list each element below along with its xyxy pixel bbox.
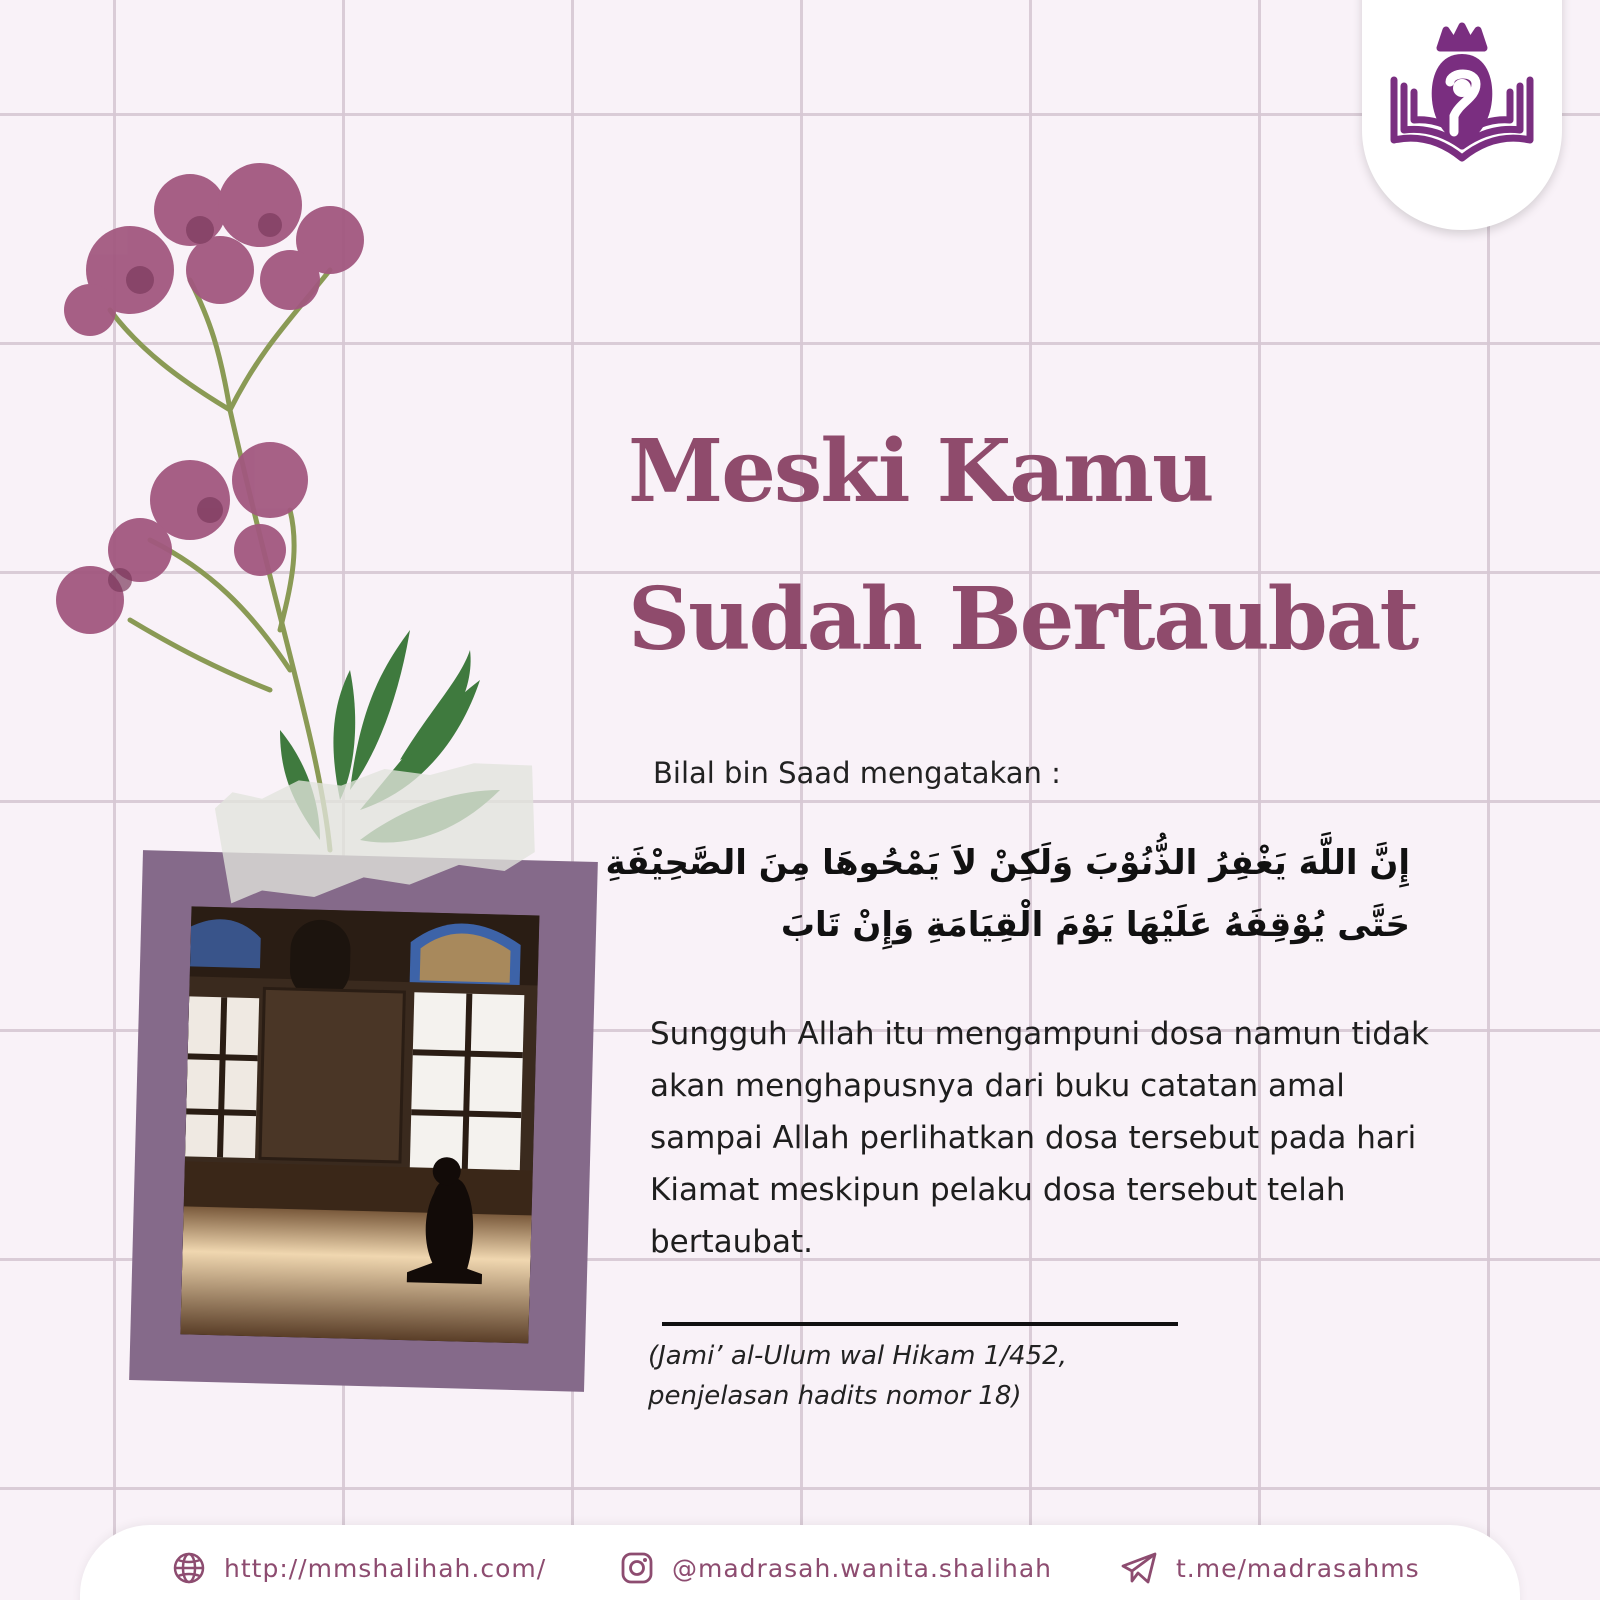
mosque-prayer-illustration (180, 906, 539, 1343)
source-line-1: (Jami’ al-Ulum wal Hikam 1/452, (648, 1341, 1067, 1371)
translation-text: Sungguh Allah itu mengampuni dosa namun tidak akan menghapusnya dari buku catatan amal sampai Allah perlihatkan dosa tersebut pada hari Kiamat meskipun pelaku dosa tersebut telah bertaubat. (650, 1016, 1429, 1260)
arabic-quote (605, 832, 1410, 956)
speaker-intro: Bilal bin Saad mengatakan : (653, 756, 1061, 790)
telegram-text: t.me/madrasahms (1176, 1553, 1420, 1583)
footer-bar (80, 1525, 1520, 1600)
photo-frame (129, 850, 598, 1392)
website-text: http://mmshalihah.com/ (224, 1553, 547, 1583)
mosque-prayer-photo (180, 906, 539, 1343)
source-line-2: penjelasan hadits nomor 18) (648, 1381, 1022, 1411)
page-title (628, 398, 1417, 694)
telegram-icon (1120, 1551, 1158, 1585)
divider-line (662, 1322, 1178, 1326)
title-line-2: Sudah Bertaubat (628, 569, 1418, 670)
instagram-text: @madrasah.wanita.shalihah (672, 1553, 1052, 1583)
website-link[interactable] (172, 1551, 546, 1585)
source-citation (648, 1336, 1067, 1416)
arabic-line-1: إِنَّ اللَّهَ يَغْفِرُ الذُّنُوْبَ وَلَكِنْ لاَ يَمْحُوهَا مِنَ الصَّحِيْفَةِ (605, 843, 1410, 883)
arabic-line-2: حَتَّى يُوْقِفَهُ عَلَيْهَا يَوْمَ الْقِيَامَةِ وَإِنْ تَابَ (780, 905, 1410, 945)
logo-tab (1362, 0, 1562, 230)
title-line-1: Meski Kamu (628, 421, 1213, 522)
globe-icon (172, 1551, 206, 1585)
instagram-link[interactable] (620, 1551, 1052, 1585)
telegram-link[interactable] (1120, 1551, 1420, 1585)
pressed-flower-illustration (30, 150, 590, 870)
instagram-icon (620, 1551, 654, 1585)
book-crown-logo-icon (1380, 20, 1544, 180)
